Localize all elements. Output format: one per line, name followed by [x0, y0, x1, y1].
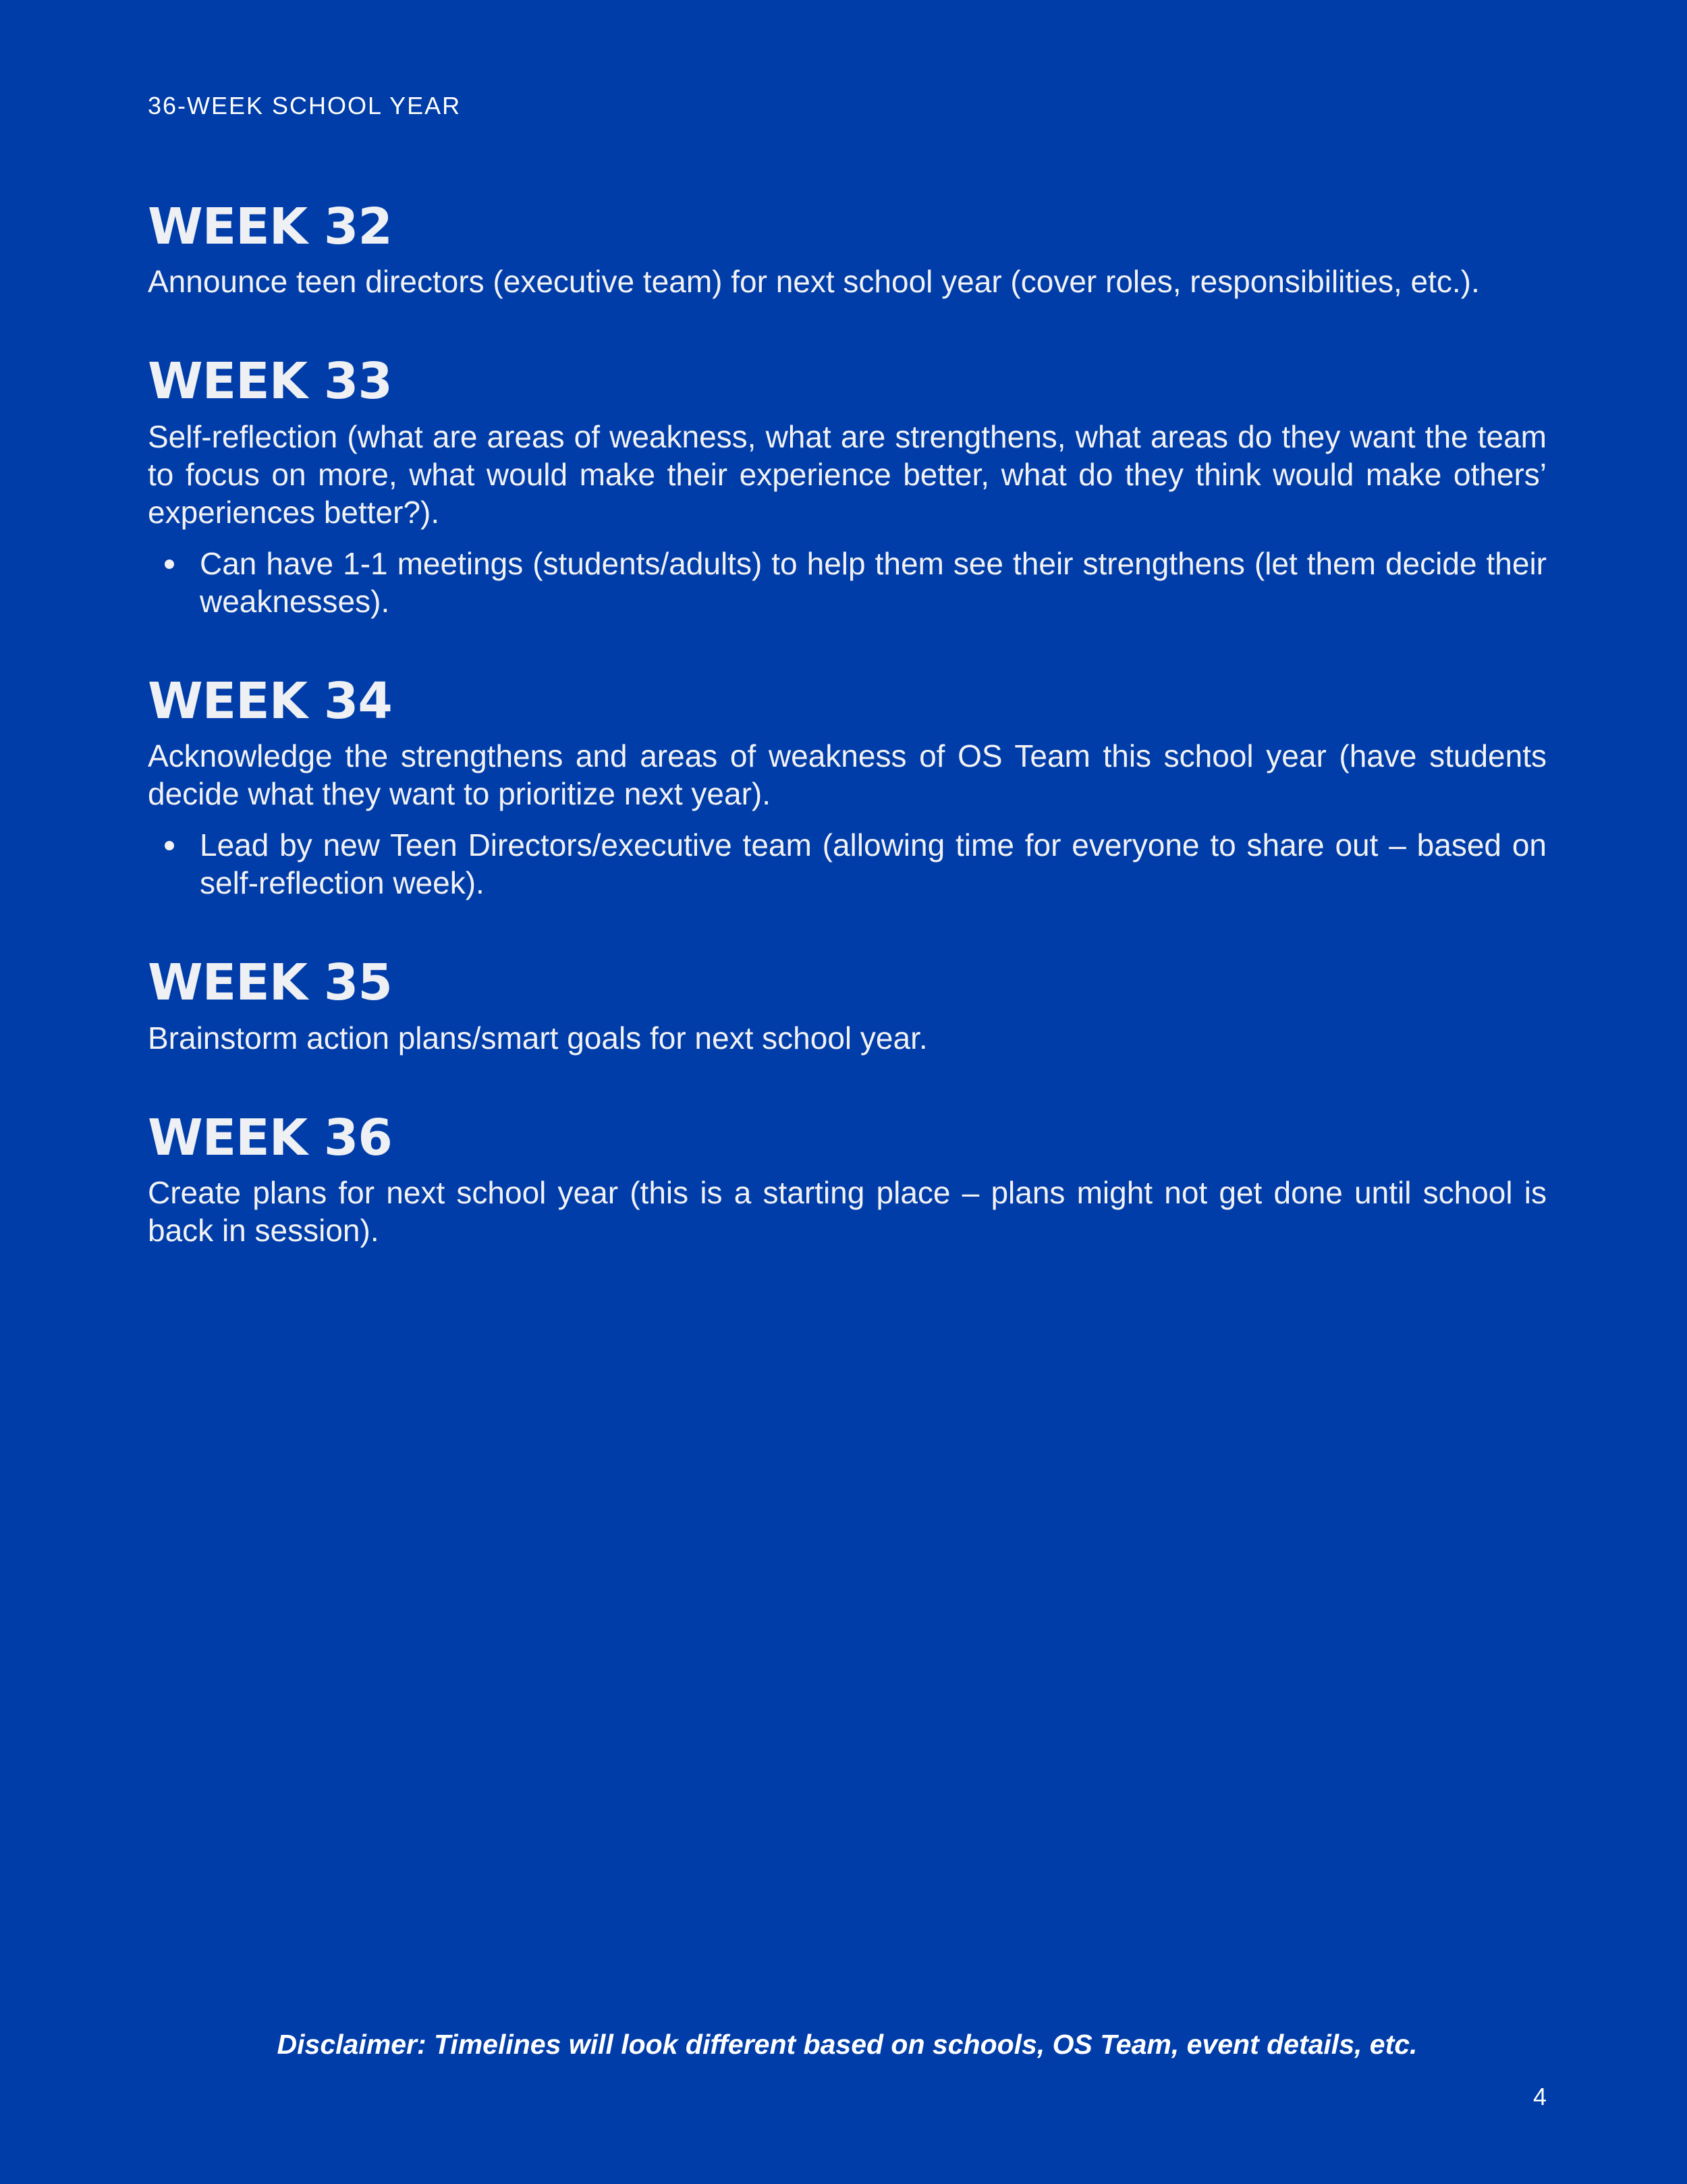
week-heading: WEEK 32 — [148, 198, 392, 256]
week-34-section — [148, 674, 1547, 902]
week-description: Acknowledge the strengthens and areas of weakness of OS Team this school year (have students decide what they want to prioritize next year). — [148, 738, 1547, 812]
week-heading: WEEK 33 — [148, 352, 392, 411]
list-item — [200, 545, 1547, 620]
running-header: 36-WEEK SCHOOL YEAR — [148, 92, 462, 119]
week-description: Brainstorm action plans/smart goals for next school year. — [148, 1020, 928, 1056]
list-item-text: Lead by new Teen Directors/executive team (allowing time for everyone to share out – based on self-reflection week). — [200, 827, 1547, 901]
week-description: Announce teen directors (executive team) for next school year (cover roles, responsibilities, etc.). — [148, 264, 1480, 300]
week-33-section — [148, 354, 1547, 620]
disclaimer-text: Disclaimer: Timelines will look different based on schools, OS Team, event details, etc. — [277, 2029, 1418, 2060]
week-bullet-list — [148, 826, 1547, 902]
week-35-section — [148, 956, 1547, 1056]
week-heading: WEEK 35 — [148, 954, 392, 1012]
weeks-content — [148, 200, 1547, 1303]
week-description: Create plans for next school year (this is a starting place – plans might not get done until school is back in session). — [148, 1174, 1547, 1248]
week-heading: WEEK 34 — [148, 672, 392, 730]
week-32-section — [148, 200, 1547, 300]
bullet-icon — [165, 841, 174, 850]
list-item — [200, 826, 1547, 902]
document-page — [148, 0, 1547, 2184]
week-36-section — [148, 1108, 1547, 1249]
week-heading: WEEK 36 — [148, 1108, 392, 1167]
list-item-text: Can have 1-1 meetings (students/adults) to help them see their strengthens (let them decide their weaknesses). — [200, 545, 1547, 619]
week-description: Self-reflection (what are areas of weakness, what are strengthens, what areas do they want the team to focus on more, what would make their experience better, what do they think would make others’ experiences better?). — [148, 418, 1547, 530]
week-bullet-list — [148, 545, 1547, 620]
page-number: 4 — [1532, 2083, 1547, 2110]
bullet-icon — [165, 559, 174, 569]
